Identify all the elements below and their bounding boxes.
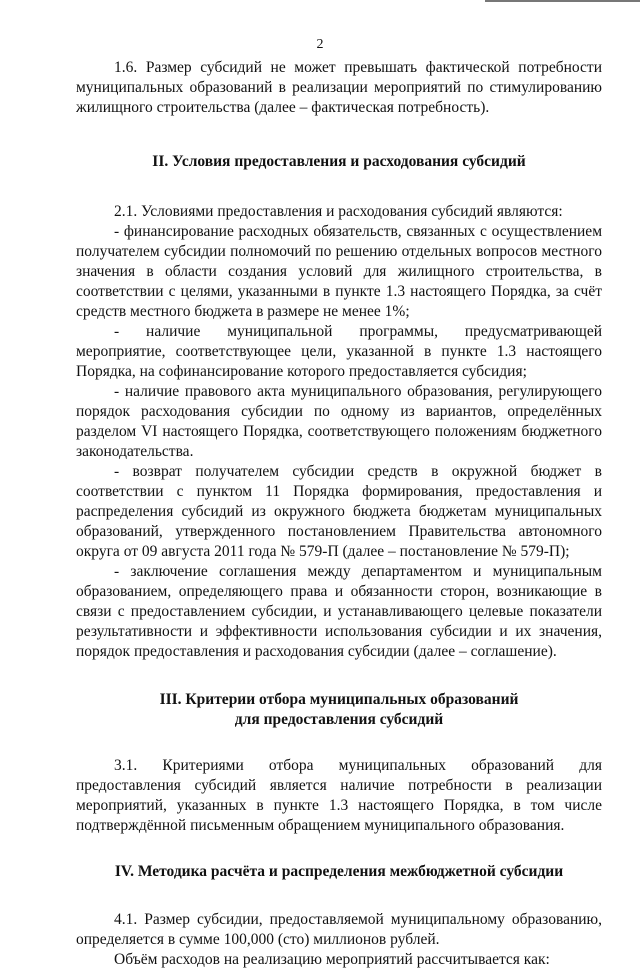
document-body <box>76 58 602 970</box>
section-4-heading: IV. Методика расчёта и распределения межбюджетной субсидии <box>114 863 564 880</box>
condition-item-1: - финансирование расходных обязательств, связанных с осуществлением получателем субсидии полномочий по решению отдельных вопросов местного значения в области создания условий для жилищного строительства, в соответствии с целями, указанными в пункте 1.3 настоящего Порядка, за счёт средств местного бюджета в размере не менее 1%; <box>76 223 602 320</box>
scan-edge-line <box>485 0 640 2</box>
paragraph-4-1: 4.1. Размер субсидии, предоставляемой муниципальному образованию, определяется в сумме 100,000 (сто) миллионов рублей. <box>76 911 602 948</box>
page-number: 2 <box>316 37 324 52</box>
condition-item-4: - возврат получателем субсидии средств в окружной бюджет в соответствии с пунктом 11 Порядка формирования, предоставления и распределения субсидий из окружного бюджета бюджетам муниципальных образований, утвержденного постановлением Правительства автономного округа от 09 августа 2011 года № 579-П (далее – постановление № 579-П); <box>76 463 602 560</box>
paragraph-2-1: 2.1. Условиями предоставления и расходования субсидий являются: <box>114 203 563 220</box>
section-3-heading-line-2: для предоставления субсидий <box>234 711 444 728</box>
paragraph-3-1: 3.1. Критериями отбора муниципальных образований для предоставления субсидий является наличие потребности в реализации мероприятий, указанных в пункте 1.3 настоящего Порядка, в том числе подтверждённой письменным обращением муниципального образования. <box>76 757 602 834</box>
section-3-heading-line-1: III. Критерии отбора муниципальных образований <box>159 691 519 708</box>
condition-item-5: - заключение соглашения между департаментом и муниципальным образованием, определяющего права и обязанности сторон, возникающие в связи с предоставлением субсидии, и устанавливающего целевые показатели результативности и эффективности использования субсидии и их значения, порядок предоставления и расходования субсидии (далее – соглашение). <box>76 563 602 660</box>
section-2-heading: II. Условия предоставления и расходования субсидий <box>152 153 526 170</box>
paragraph-1-6: 1.6. Размер субсидий не может превышать фактической потребности муниципальных образований в реализации мероприятий по стимулированию жилищного строительства (далее – фактическая потребность). <box>76 59 602 116</box>
paragraph-volume-calculation: Объём расходов на реализацию мероприятий рассчитывается как: <box>114 951 550 968</box>
condition-item-3: - наличие правового акта муниципального образования, регулирующего порядок расходования субсидии по одному из вариантов, определённых разделом VI настоящего Порядка, соответствующего положениям бюджетного законодательства. <box>76 383 602 460</box>
condition-item-2: - наличие муниципальной программы, предусматривающей мероприятие, соответствующее цели, указанной в пункте 1.3 настоящего Порядка, на софинансирование которого предоставляется субсидия; <box>76 323 602 380</box>
